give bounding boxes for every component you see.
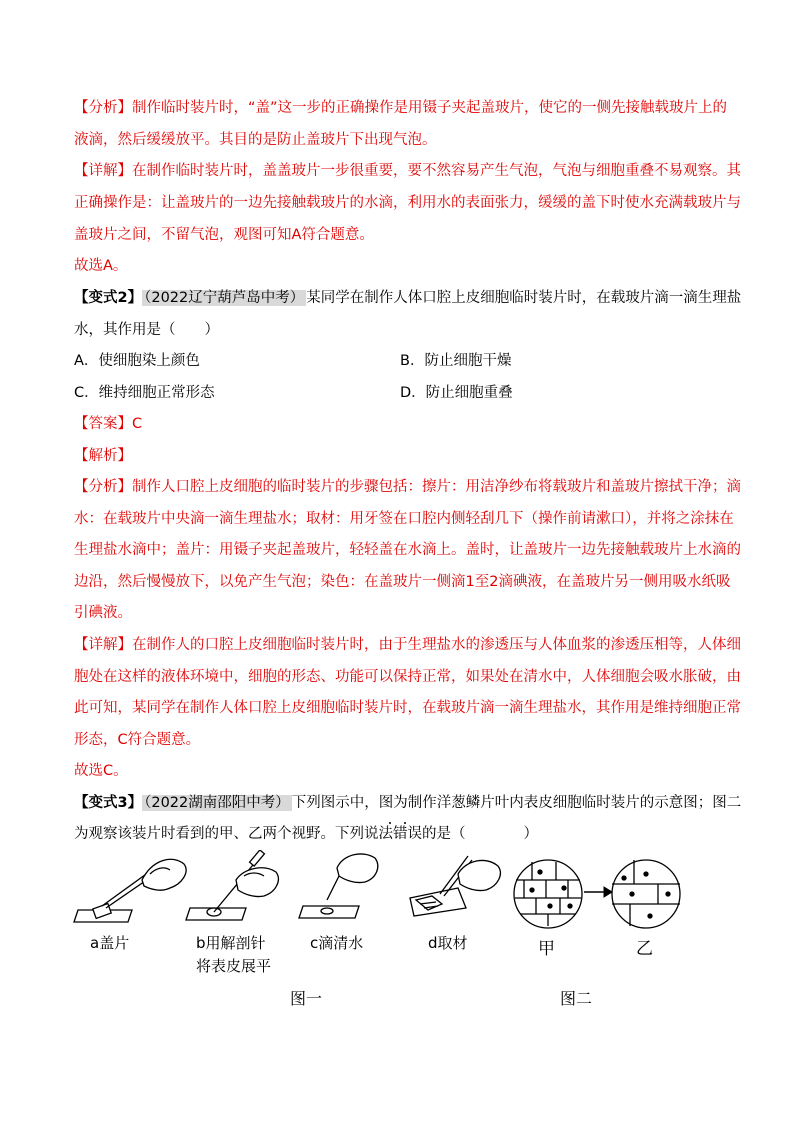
question-2-line-2: 水，其作用是（ ） <box>74 322 219 338</box>
field-jia <box>514 860 582 928</box>
analysis-text: 制作临时装片时，“盖”这一步的正确操作是用镊子夹起盖玻片，使它的一侧先接触载玻片上的 <box>132 100 728 116</box>
analysis2-line-1 <box>74 477 741 497</box>
detail-line-3: 盖玻片之间，不留气泡，观图可知A符合题意。 <box>74 227 374 243</box>
figure-two-title: 图二 <box>560 989 593 1008</box>
detail-text: 在制作临时装片时，盖盖玻片一步很重要，要不然容易产生气泡，气泡与细胞重叠不易观察。其 <box>132 163 741 179</box>
figure-one-illustrations <box>72 850 512 930</box>
choose-answer-2: 故选C。 <box>74 763 128 779</box>
emphasis-dot <box>389 822 391 824</box>
question-3-source: （2022湖南邵阳中考） <box>144 795 290 811</box>
question-2-text: 某同学在制作人体口腔上皮细胞临时装片时，在载玻片滴一滴生理盐 <box>306 290 742 306</box>
analysis2-text: 制作人口腔上皮细胞的临时装片的步骤包括：擦片：用洁净纱布将载玻片和盖玻片擦拭干净；滴 <box>132 479 741 495</box>
detail2-line-2: 胞处在这样的液体环境中，细胞的形态、功能可以保持正常，如果处在清水中，人体细胞会吸水胀破，由 <box>74 669 741 685</box>
illustration-tweezers <box>410 856 500 916</box>
question-3-line-2: 为观察该装片时看到的甲、乙两个视野。下列说法错误的是（ ） <box>74 826 538 842</box>
analysis-line-1 <box>74 98 727 118</box>
analysis2-line-3: 生理盐水滴中；盖片：用镊子夹起盖玻片，轻轻盖在水滴上。盖时，让盖玻片一边先接触载玻片上水滴的 <box>74 542 741 558</box>
detail-tag: 【详解】 <box>74 163 132 179</box>
analysis-tag: 【分析】 <box>74 100 132 116</box>
question-2-tag: 【变式2】 <box>74 290 143 306</box>
caption-c: c滴清水 <box>310 934 364 952</box>
option-a: A．使细胞染上颜色 <box>74 353 200 369</box>
caption-b-line-1: b用解剖针 <box>196 934 266 952</box>
answer-label: 【答案】C <box>74 416 143 432</box>
figure-one-title: 图一 <box>290 989 323 1008</box>
analysis2-line-2: 水：在载玻片中央滴一滴生理盐水；取材：用牙签在口腔内侧轻刮几下（操作前请漱口），并将之涂抹在 <box>74 511 734 527</box>
figure-two-microscope-fields <box>512 858 682 938</box>
detail2-tag: 【详解】 <box>74 637 132 653</box>
option-b: B．防止细胞干燥 <box>400 353 512 369</box>
emphasis-dot <box>404 822 406 824</box>
option-c: C．维持细胞正常形态 <box>74 385 215 401</box>
analysis2-line-5: 引碘液。 <box>74 605 132 621</box>
detail2-line-4: 形态，C符合题意。 <box>74 732 201 748</box>
detail2-line-3: 此可知，某同学在制作人体口腔上皮细胞临时装片时，在载玻片滴一滴生理盐水，其作用是维持细胞正常 <box>74 700 741 716</box>
illustration-cover-slip <box>74 859 186 922</box>
analysis2-line-4: 边沿，然后慢慢放下，以免产生气泡；染色：在盖玻片一侧滴1至2滴碘液，在盖玻片另一侧用吸水纸吸 <box>74 574 731 590</box>
analysis-line-2: 液滴，然后缓缓放平。其目的是防止盖玻片下出现气泡。 <box>74 132 437 148</box>
option-d: D．防止细胞重叠 <box>400 385 513 401</box>
illustration-dropper <box>299 854 378 918</box>
choose-answer-1: 故选A。 <box>74 258 128 274</box>
question-3-text: 下列图示中，图为制作洋葱鳞片叶内表皮细胞临时装片的示意图；图二 <box>291 795 742 811</box>
illustration-dissecting-needle <box>186 850 278 920</box>
caption-yi: 乙 <box>636 939 653 959</box>
arrow-icon <box>584 887 612 897</box>
question-3-line-1 <box>74 793 741 813</box>
analysis2-tag: 【分析】 <box>74 479 132 495</box>
detail-line-1 <box>74 161 741 181</box>
detail2-text: 在制作人的口腔上皮细胞临时装片时，由于生理盐水的渗透压与人体血浆的渗透压相等，人体细 <box>132 637 741 653</box>
question-2-line-1 <box>74 288 741 308</box>
detail-line-2: 正确操作是：让盖玻片的一边先接触载玻片的水滴，利用水的表面张力，缓缓的盖下时使水充满载玻片与 <box>74 195 741 211</box>
explanation-label: 【解析】 <box>74 448 132 464</box>
question-2-source: （2022辽宁葫芦岛中考） <box>144 290 305 306</box>
caption-jia: 甲 <box>538 939 555 959</box>
question-3-tag: 【变式3】 <box>74 795 143 811</box>
caption-b-line-2: 将表皮展平 <box>196 957 272 975</box>
field-yi <box>612 860 680 928</box>
caption-d: d取材 <box>428 934 468 952</box>
caption-a: a盖片 <box>90 934 130 952</box>
detail2-line-1 <box>74 635 741 655</box>
